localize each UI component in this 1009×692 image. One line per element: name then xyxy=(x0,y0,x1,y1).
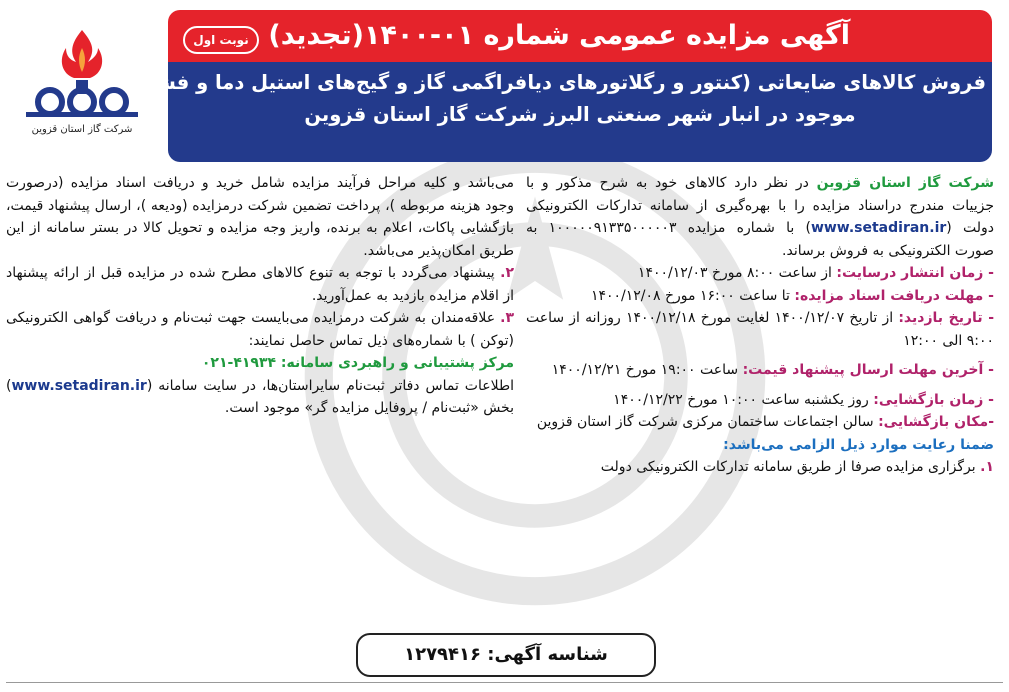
info-site: www.setadiran.ir xyxy=(11,377,147,394)
intro-company: شرکت گاز استان قزوین xyxy=(816,175,994,191)
info-paragraph xyxy=(6,375,514,420)
note-text: برگزاری مزایده صرفا از طریق سامانه تدارکات الکترونیکی دولت xyxy=(600,459,981,475)
subtitle-line-2: موجود در انبار شهر صنعتی البرز شرکت گاز استان قزوین xyxy=(304,103,856,126)
intro-text-2: ) با شماره مزایده ۱۰۰۰۰۰۹۱۳۳۵۰۰۰۰۰۳ به صورت الکترونیکی به فروش برساند. xyxy=(526,220,994,259)
note-text: علاقه‌مندان به شرکت درمزایده می‌بایست جهت ثبت‌نام و دریافت گواهی الکترونیکی (توکن ) با شماره‌های ذیل تماس حاصل نمایند: xyxy=(6,310,514,349)
note-number: ۱. xyxy=(980,459,994,475)
intro-paragraph xyxy=(526,172,994,262)
schedule-label: - تاریخ بازدید: xyxy=(898,310,995,326)
schedule-value: سالن اجتماعات ساختمان مرکزی شرکت گاز استان قزوین xyxy=(536,414,879,430)
notice-id-box: شناسه آگهی: ۱۲۷۹۴۱۶ xyxy=(356,633,656,677)
note-2 xyxy=(6,262,514,307)
schedule-item xyxy=(526,359,994,382)
schedule-value: ساعت ۱۹:۰۰ مورخ ۱۴۰۰/۱۲/۲۱ xyxy=(551,362,743,378)
round-badge: نوبت اول xyxy=(183,26,259,54)
schedule-label: - مهلت دریافت اسناد مزایده: xyxy=(794,287,994,304)
notice-title: آگهی مزایده عمومی شماره ۰۱-۱۴۰۰(تجدید) xyxy=(268,20,850,51)
logo-caption: شرکت گاز استان قزوین xyxy=(31,124,133,135)
schedule-label: -مکان بازگشایی: xyxy=(878,414,994,430)
schedule-label: - زمان انتشار درسایت: xyxy=(836,265,994,281)
intro-text: در نظر دارد کالاهای خود به شرح مذکور و با جزییات مندرج دراسناد مزایده را با بهره‌گیری از سامانه تدارکات الکترونیکی دولت ( xyxy=(526,175,995,236)
note-1 xyxy=(526,456,994,479)
schedule-item xyxy=(526,411,994,434)
left-column xyxy=(6,172,514,420)
note-1-continued: می‌باشد و کلیه مراحل فرآیند مزایده شامل خرید و دریافت اسناد مزایده (درصورت وجود هزینه مربوطه )، پرداخت تضمین شرکت درمزایده (ودیعه )، ارسال پیشنهاد قیمت، بازگشایی پاکات، اعلام به برنده، واریز وجه مزایده و تحویل کالا در بستر سامانه از این طریق امکان‌پذیر می‌باشد. xyxy=(6,175,514,259)
note-text: پیشنهاد می‌گردد با توجه به تنوع کالاهای مطرح شده در مزایده قبل از ارائه پیشنهاد از اقلام مزایده بازدید به عمل‌آورید. xyxy=(6,265,514,304)
schedule-item xyxy=(526,389,994,412)
info-text-2: ) بخش «ثبت‌نام / پروفایل مزایده گر» موجود است. xyxy=(6,377,514,416)
notes-heading: ضمنا رعایت موارد ذیل الزامی می‌باشد: xyxy=(723,436,994,453)
schedule-value: از ساعت ۸:۰۰ مورخ ۱۴۰۰/۱۲/۰۳ xyxy=(637,265,837,281)
schedule-label: - آخرین مهلت ارسال پیشنهاد قیمت: xyxy=(742,362,994,378)
info-text: اطلاعات تماس دفاتر ثبت‌نام سایراستان‌ها، در سایت سامانه ( xyxy=(146,377,514,394)
schedule-item xyxy=(526,285,994,308)
schedule-label: - زمان بازگشایی: xyxy=(873,391,994,408)
intro-site: www.setadiran.ir xyxy=(810,220,947,236)
subtitle-line-1: فروش کالاهای ضایعاتی (کنتور و رگلاتورهای دیافراگمی گاز و گیج‌های استیل دما و فشار) xyxy=(129,71,986,94)
schedule-item xyxy=(526,307,994,352)
schedule-item xyxy=(526,262,994,285)
right-column xyxy=(526,172,994,479)
note-3 xyxy=(6,307,514,352)
schedule-value: از تاریخ ۱۴۰۰/۱۲/۰۷ لغایت مورخ ۱۴۰۰/۱۲/۱۸ روزانه از ساعت ۹:۰۰ الی ۱۲:۰۰ xyxy=(526,310,994,349)
note-number: ۳. xyxy=(500,310,514,326)
flame-logo-icon xyxy=(22,28,142,120)
note-number: ۲. xyxy=(500,265,514,281)
support-heading: مرکز پشتیبانی و راهبردی سامانه: ۴۱۹۳۴-۰۲۱ xyxy=(201,355,514,371)
schedule-value: تا ساعت ۱۶:۰۰ مورخ ۱۴۰۰/۱۲/۰۸ xyxy=(590,287,795,304)
schedule-value: روز یکشنبه ساعت ۱۰:۰۰ مورخ ۱۴۰۰/۱۲/۲۲ xyxy=(613,391,874,408)
bottom-divider xyxy=(6,682,1003,683)
